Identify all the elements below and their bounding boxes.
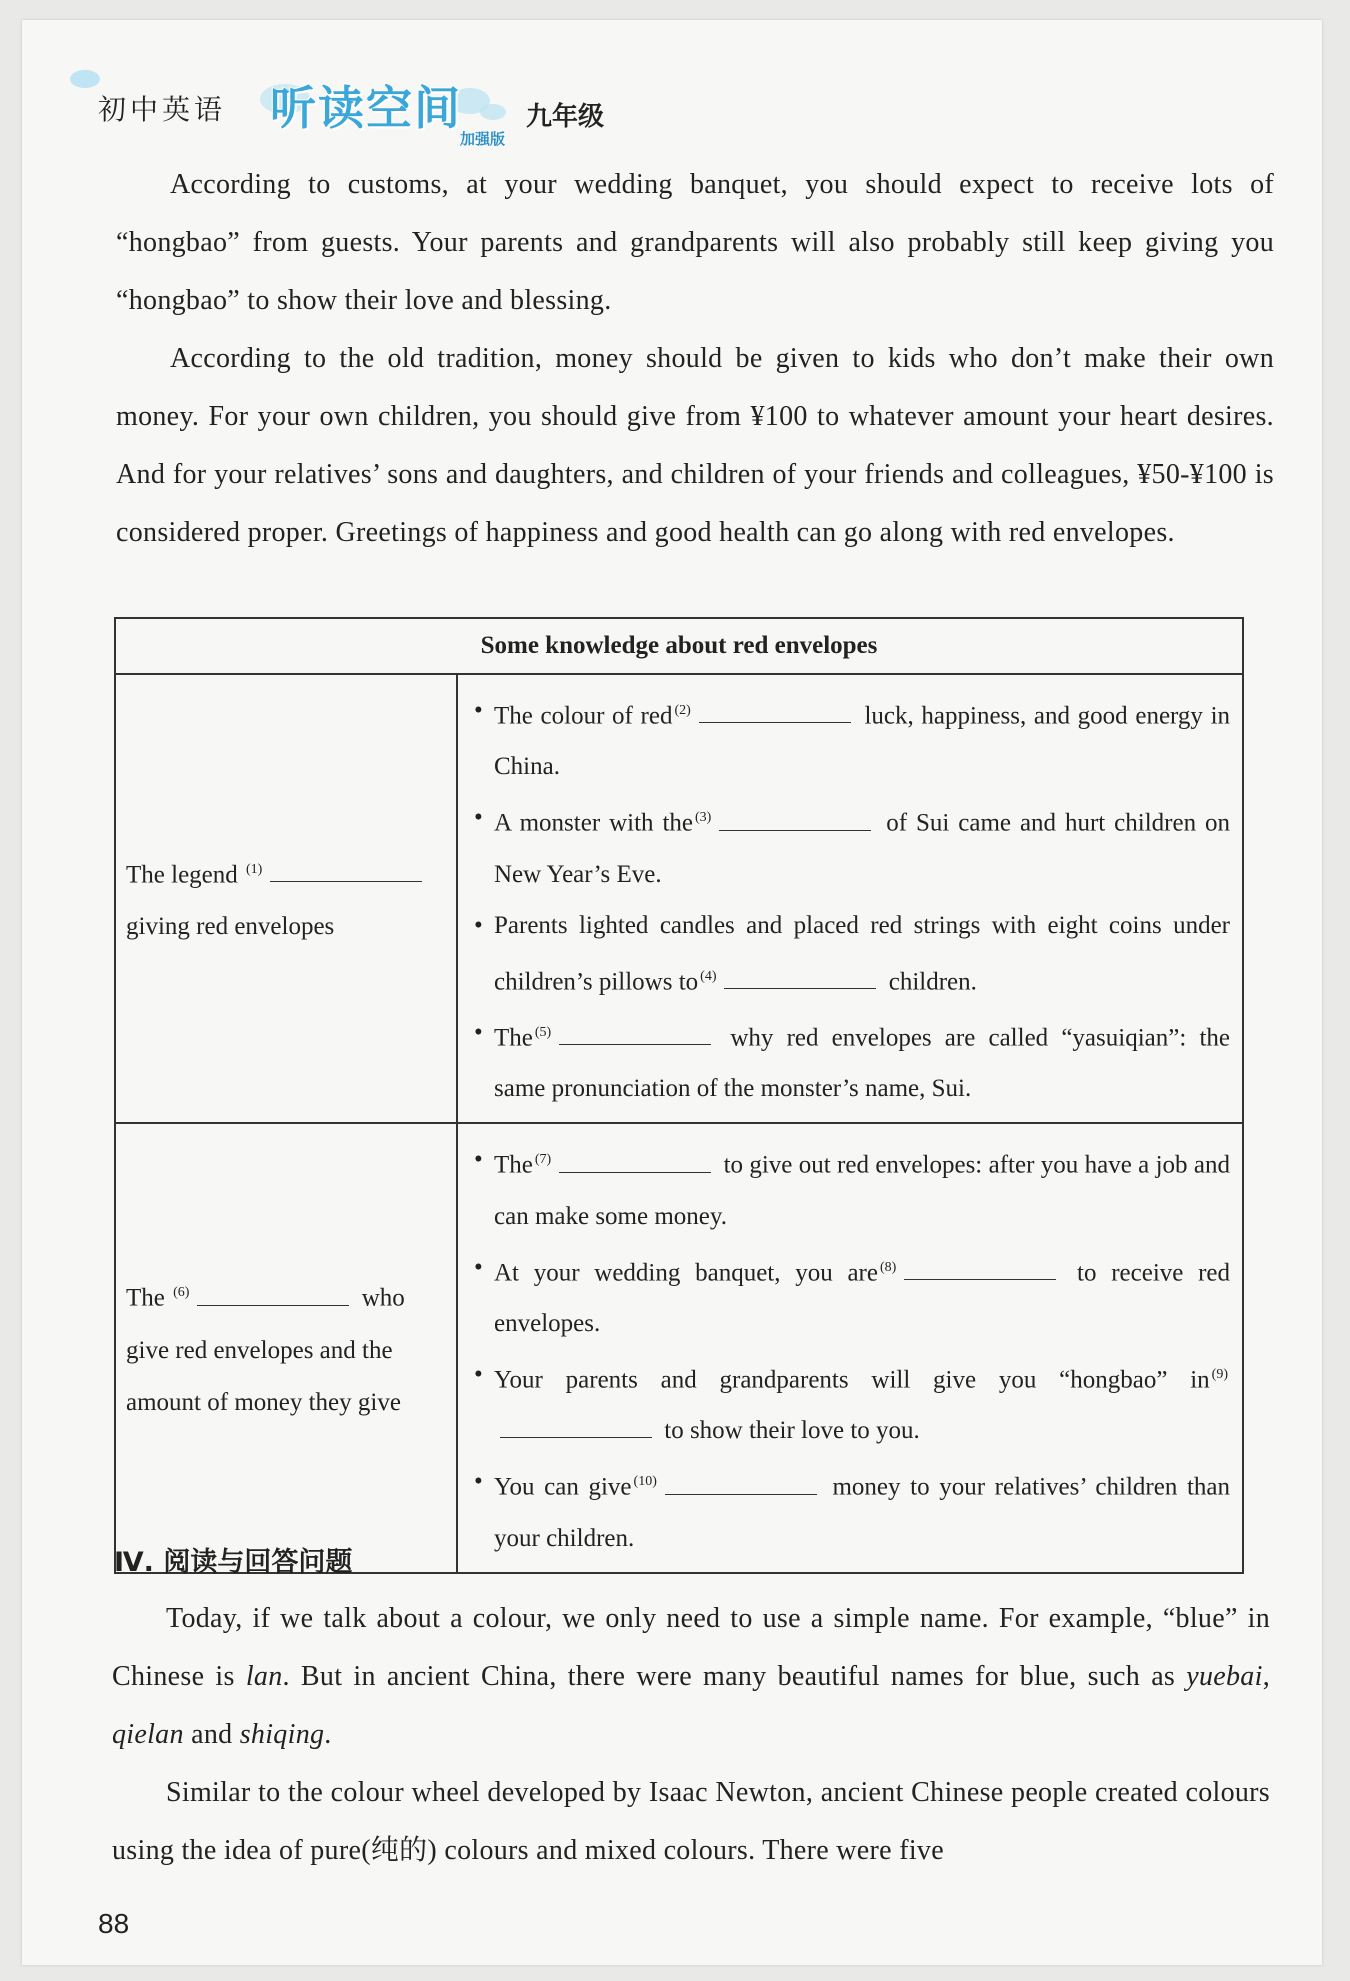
paragraph: Similar to the colour wheel developed by Isaac Newton, ancient Chinese people created colours using the idea of pure(纯的) colours and mixed colours. There were five bbox=[112, 1777, 1270, 1866]
list-item: • The $^{(7)}$ to give out red envelopes: after you have a job and can make some money. bbox=[474, 1134, 1230, 1241]
list-item: • At your wedding banquet, you are $^{(8)}$ to receive red envelopes. bbox=[474, 1242, 1230, 1349]
section-heading: Ⅳ. 阅读与回答问题 bbox=[114, 1547, 353, 1578]
blank-number: (3) bbox=[694, 810, 712, 826]
blank-number: (9) bbox=[1211, 1366, 1228, 1382]
list-item: • Parents lighted candles and placed red strings with eight coins under children’s pillows to $^{(4)}$ children. bbox=[474, 900, 1230, 1007]
blank-number: (8) bbox=[879, 1259, 897, 1275]
series-edition: 加强版 bbox=[460, 130, 506, 148]
list-item: • Your parents and grandparents will give you “hongbao” in $^{(9)}$ to show their love to you. bbox=[474, 1349, 1230, 1456]
answer-blank[interactable] bbox=[500, 1405, 652, 1438]
blank-number: (4) bbox=[700, 968, 717, 984]
table-row-label: The legend $^{(1)}$ giving red envelopes bbox=[115, 674, 457, 1123]
answer-blank[interactable] bbox=[559, 1012, 711, 1045]
cloud-decoration bbox=[480, 104, 506, 120]
table-row-content bbox=[457, 674, 1243, 1123]
list-item: • You can give $^{(10)}$ money to your relatives’ children than your children. bbox=[474, 1456, 1230, 1563]
blank-number: (10) bbox=[633, 1474, 657, 1490]
blank-number: (7) bbox=[534, 1152, 552, 1168]
table-row-content bbox=[457, 1123, 1243, 1572]
blank-number: (2) bbox=[674, 703, 691, 718]
table-row-label: The $^{(6)}$ who give red envelopes and the amount of money they give bbox=[115, 1123, 457, 1572]
blank-number: (6) bbox=[173, 1285, 190, 1301]
list-item: • The $^{(5)}$ why red envelopes are called “yasuiqian”: the same pronunciation of the monster’s name, Sui. bbox=[474, 1007, 1230, 1114]
grade-label: 九年级 bbox=[526, 102, 605, 132]
blank-number: (5) bbox=[534, 1024, 552, 1040]
table-title: Some knowledge about red envelopes bbox=[115, 618, 1243, 674]
answer-blank[interactable] bbox=[719, 798, 871, 831]
answer-blank[interactable] bbox=[665, 1462, 817, 1495]
cloud-decoration bbox=[70, 70, 100, 88]
list-item: • The colour of red $^{(2)}$ luck, happiness, and good energy in China. bbox=[474, 685, 1230, 792]
page-header bbox=[70, 64, 770, 148]
knowledge-table bbox=[114, 617, 1244, 1574]
answer-blank[interactable] bbox=[270, 849, 422, 882]
page bbox=[22, 20, 1322, 1965]
page-number: 88 bbox=[98, 1908, 130, 1939]
answer-blank[interactable] bbox=[699, 690, 851, 723]
paragraph: According to customs, at your wedding banquet, you should expect to receive lots of “hongbao” from guests. Your parents and grandparents will also probably still keep giving you “hongbao” to show their love and blessing. bbox=[116, 169, 1274, 316]
paragraph: According to the old tradition, money should be given to kids who don’t make their own money. For your own children, you should give from ¥100 to whatever amount your heart desires. And for your relatives’ sons and daughters, and children of your friends and colleagues, ¥50-¥100 is considered proper. Greetings of happiness and good health can go along with red envelopes. bbox=[116, 343, 1274, 548]
list-item: • A monster with the $^{(3)}$ of Sui came and hurt children on New Year’s Eve. bbox=[474, 792, 1230, 899]
series-logo: 听读空间 bbox=[270, 81, 462, 135]
answer-blank[interactable] bbox=[559, 1140, 711, 1173]
paragraph: Today, if we talk about a colour, we only need to use a simple name. For example, “blue” in Chinese is lan. But in ancient China, there were many beautiful names for blue, such as yuebai, qielan and shiqing. bbox=[112, 1603, 1270, 1750]
answer-blank[interactable] bbox=[197, 1273, 349, 1306]
blank-number: (1) bbox=[246, 861, 263, 877]
answer-blank[interactable] bbox=[724, 956, 876, 989]
book-title: 初中英语 bbox=[98, 93, 227, 126]
answer-blank[interactable] bbox=[904, 1247, 1056, 1280]
